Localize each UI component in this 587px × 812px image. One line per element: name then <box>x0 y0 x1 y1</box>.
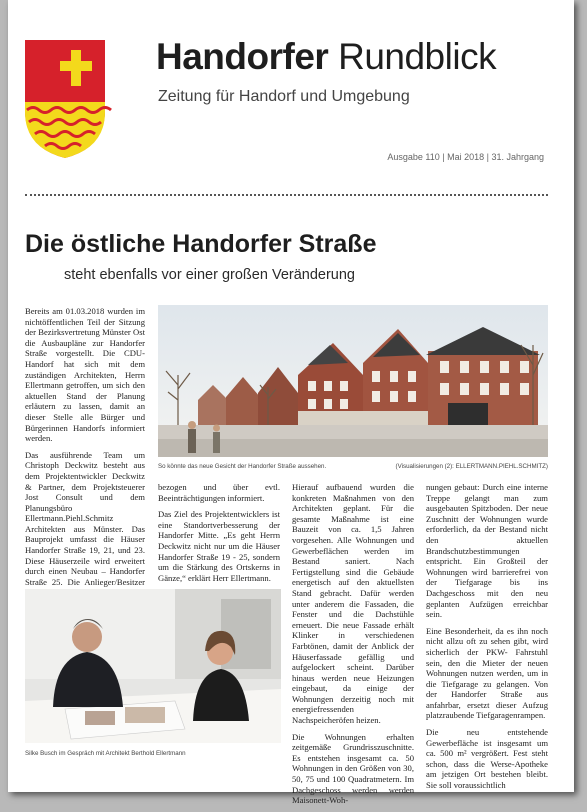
article-headline: Die östliche Handorfer Straße <box>25 230 377 258</box>
article-column-2 <box>158 482 280 589</box>
article-subheadline: steht ebenfalls vor einer großen Veränderung <box>64 267 355 283</box>
newspaper-subtitle: Zeitung für Handorf und Umgebung <box>158 88 410 105</box>
paragraph: Die Wohnungen erhalten zeitgemäße Grundrisszuschnitte. Es entstehen insgesamt ca. 50 Wohnungen in den Größen von 30, 50, 75 und 100 Quadratmetern. Im Dachgeschoss werden werden Maisonett-Woh- <box>292 731 414 806</box>
coat-of-arms-logo <box>25 40 105 158</box>
dotted-divider <box>25 194 548 196</box>
issue-info: Ausgabe 110 | Mai 2018 | 31. Jahrgang <box>387 152 544 162</box>
street-visualization-photo <box>158 305 548 457</box>
article-column-4 <box>426 482 548 797</box>
paragraph: Die neu entstehende Gewerbefläche ist insgesamt um ca. 500 m² vergrößert. Fest steht schon, dass die Werse-Apotheke am jetzigen Ort bestehen bleibt. Sie soll voraussichtlich <box>426 727 548 791</box>
photo-credit: (Visualisierungen (2): ELLERTMANN.PIEHL.SCHMITZ) <box>395 463 548 470</box>
paragraph: Bereits am 01.03.2018 wurden im nichtöffentlichen Teil der Sitzung der Bezirksvertretung Münster Ost die Ausbaupläne zur Handorfer Straße vorgestellt. Die CDU-Handorf hat sich mit dem zuständigen Architekten, Herrn Ellertmann getroffen, um sich den aktuellen Stand der Planung erläutern zu lassen, damit an dieser Stelle alle Bürger und Bürgerinnen Handorfs informiert werden. <box>25 306 145 444</box>
article-column-1 <box>25 306 145 625</box>
paragraph: Das ausführende Team um Christoph Deckwitz besteht aus dem Projektentwickler Deckwitz & Partner, dem Projektsteuerer Jost Consult und dem Planungsbüro Ellertmann.Piehl.Schmitz Architekten aus Münster. Das Bauprojekt umfasst die Häuser Handorfer Straße 19, 21, und 23. Diese Häuserzeile wird erweitert durch einen Neubau – Handorfer Straße 25. Die Anlieger/Besitzer <box>25 449 145 587</box>
meeting-photo <box>25 589 281 743</box>
paragraph: Hierauf aufbauend wurden die konkreten Maßnahmen von den Architekten geplant. Für die gesamte Maßnahme ist eine Bauzeit von ca. 1,5 Jahren vorgesehen. Alle Wohnungen und Gewerbeflächen werden im Bestand saniert. Nach Fertigstellung sind die Gebäude energetisch auf den aktuellsten Stand gebracht. Dafür werden unter anderem die Fassaden, die Fenster und die Dachstühle erneuert. Die neue Fassade erhält Klinker in verschiedenen Farbtönen, damit der Anblick der Häuserfassade gefällig und aufgelockert scheint. Darüber hinaus werden neue Heizungen eingebaut, da einige der Wohnungen derzeitig noch mit energiefressenden Nachspeicheröfen heizen. <box>292 482 414 726</box>
paragraph: Das Ziel des Projektentwicklers ist eine Standortverbesserung der Handorfer Mitte. „Es geht Herrn Deckwitz nicht nur um die Häuser Handorfer Straße 19 - 25, sondern um die Stärkung des Ortskerns in Gänze,“ erklärt Herr Ellertmann. <box>158 509 280 583</box>
paragraph: Eine Besonderheit, da es ihn noch nicht allzu oft zu sehen gibt, wird sicherlich der PKW- Fahrstuhl sein, den die Mieter der neuen Wohnungen nutzen werden, um in die Tiefgarage zu gelangen. Von der Handorfer Straße aus anfahrbar, ersetzt dieser Aufzug platzraubende Tiefgaragenrampen. <box>426 625 548 721</box>
photo-caption: So könnte das neue Gesicht der Handorfer Straße aussehen. <box>158 463 327 470</box>
meeting-photo-caption: Silke Busch im Gespräch mit Architekt Berthold Ellertmann <box>25 750 186 757</box>
paragraph: bezogen und über evtl. Beeinträchtigungen informiert. <box>158 482 280 503</box>
newspaper-page <box>8 0 574 806</box>
article-column-3 <box>292 482 414 812</box>
newspaper-title: Handorfer Rundblick <box>156 36 497 77</box>
paragraph: nungen gebaut: Durch eine interne Treppe gelangt man zum ausgebauten Spitzboden. Der neue Zuschnitt der Wohnungen wurde erforderlich, da der Bestand nicht den aktuellen Brandschutzbestimmungen entspricht. Ein Großteil der Wohnungen wird barrierefrei von der Tiefgarage bis ins Dachgeschoss mit den neu geplanten Aufzügen erreichbar sein. <box>426 482 548 620</box>
